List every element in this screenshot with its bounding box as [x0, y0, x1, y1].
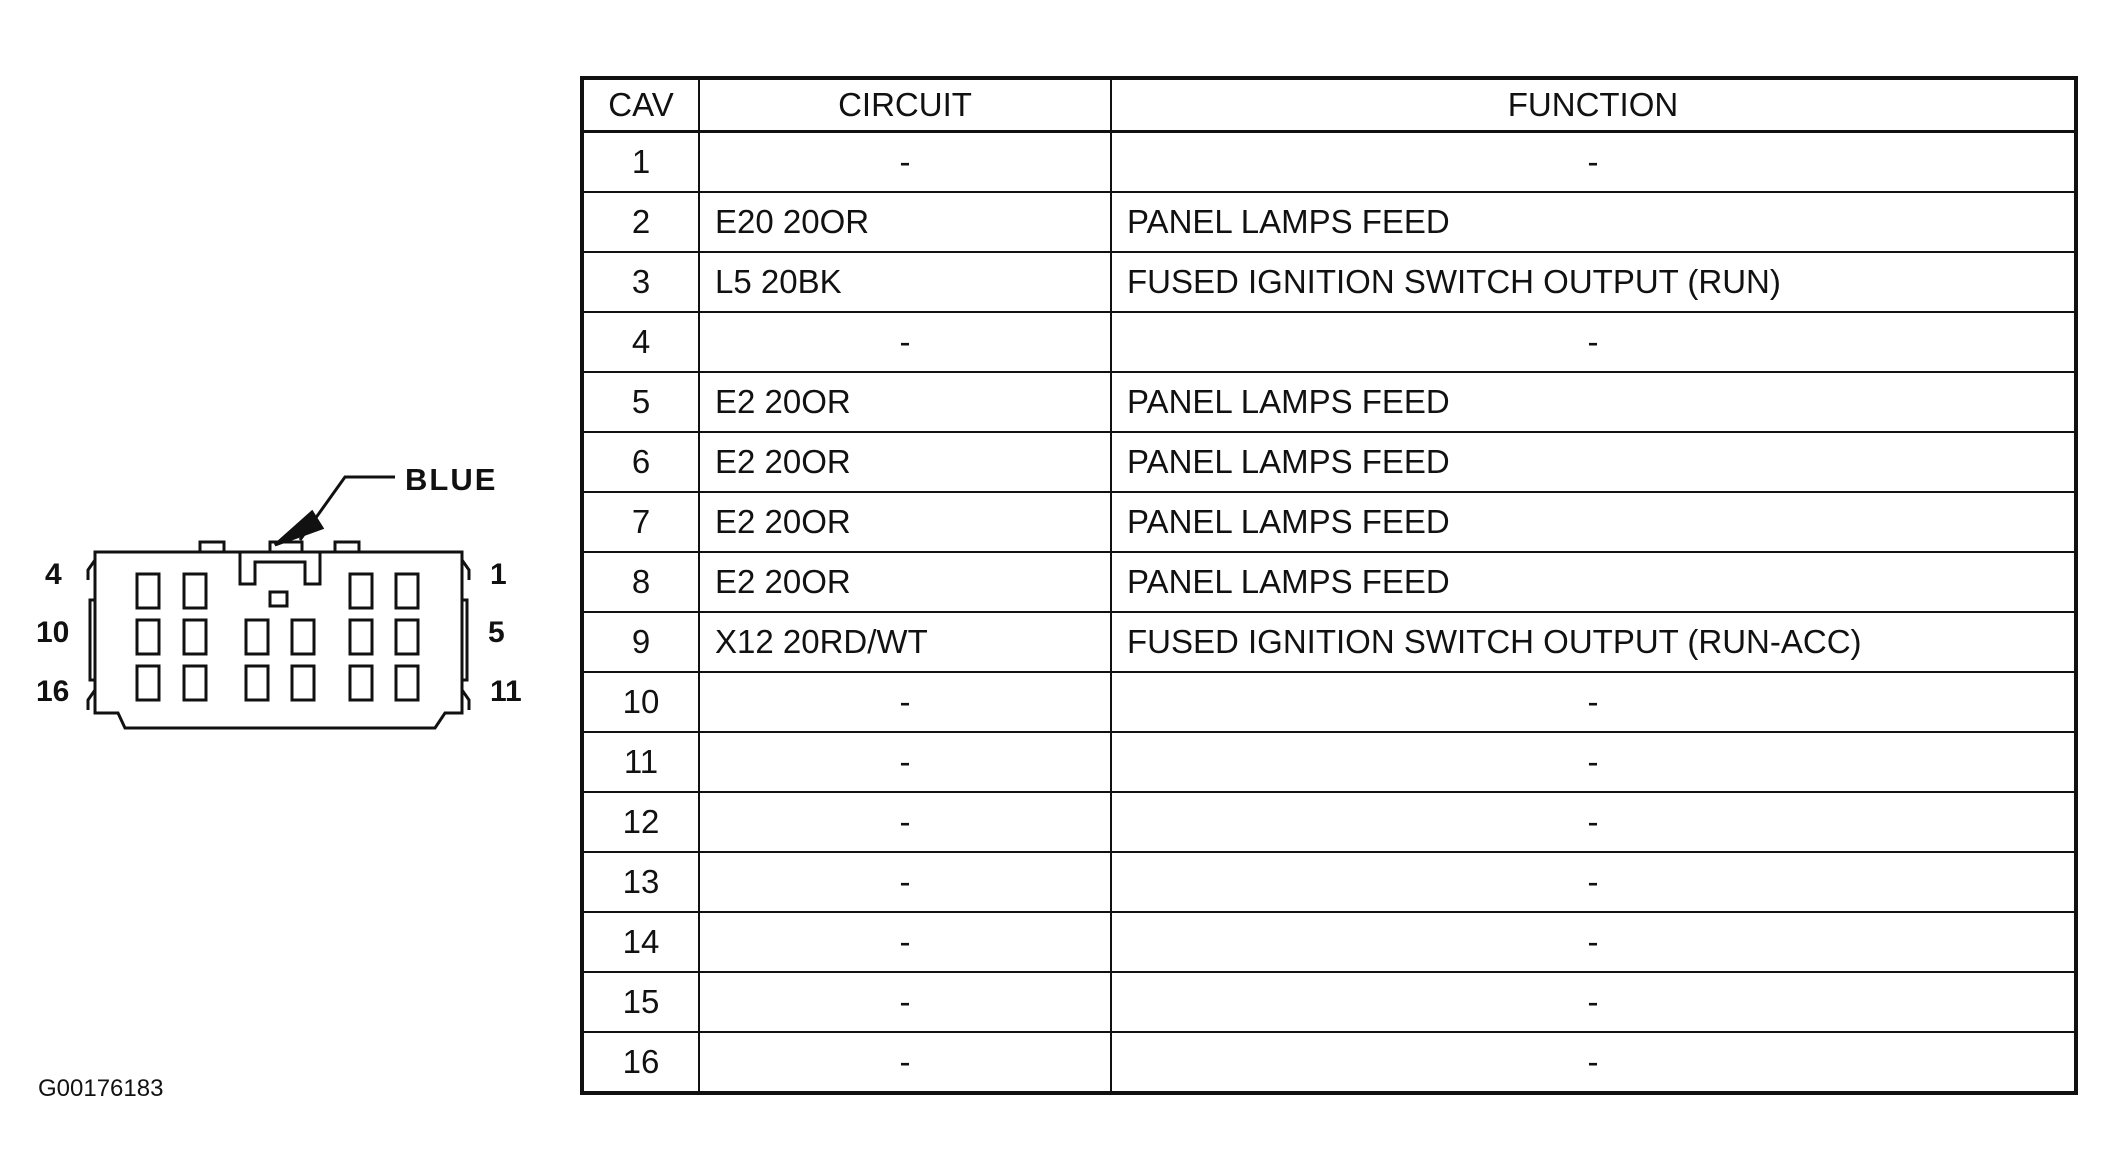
cell-cav: 13	[582, 852, 699, 912]
cell-function: -	[1111, 912, 2076, 972]
cell-function: -	[1111, 972, 2076, 1032]
cell-function: -	[1111, 312, 2076, 372]
cavity-row-3	[137, 666, 418, 700]
cell-circuit: -	[699, 1032, 1111, 1093]
table-row	[582, 492, 2076, 552]
cell-cav: 8	[582, 552, 699, 612]
pin-label-top-left: 4	[45, 558, 62, 591]
header-cav: CAV	[582, 78, 699, 132]
cell-function: FUSED IGNITION SWITCH OUTPUT (RUN-ACC)	[1111, 612, 2076, 672]
cell-function: -	[1111, 132, 2076, 193]
cell-function: PANEL LAMPS FEED	[1111, 372, 2076, 432]
table-row	[582, 552, 2076, 612]
cell-circuit: E2 20OR	[699, 552, 1111, 612]
cell-cav: 15	[582, 972, 699, 1032]
table-row	[582, 972, 2076, 1032]
table-row	[582, 312, 2076, 372]
table-row	[582, 372, 2076, 432]
connector-color-label: BLUE	[405, 462, 498, 497]
table-row	[582, 912, 2076, 972]
cell-cav: 4	[582, 312, 699, 372]
table-header-row	[582, 78, 2076, 132]
table-row	[582, 252, 2076, 312]
cell-function: PANEL LAMPS FEED	[1111, 492, 2076, 552]
cell-cav: 7	[582, 492, 699, 552]
cell-cav: 3	[582, 252, 699, 312]
pin-label-mid-left: 10	[36, 616, 70, 649]
cell-circuit: -	[699, 912, 1111, 972]
cell-cav: 14	[582, 912, 699, 972]
table-row	[582, 732, 2076, 792]
cell-cav: 2	[582, 192, 699, 252]
cell-circuit: E2 20OR	[699, 432, 1111, 492]
pin-label-top-right: 1	[490, 558, 507, 591]
header-function: FUNCTION	[1111, 78, 2076, 132]
cell-cav: 16	[582, 1032, 699, 1093]
cell-function: -	[1111, 732, 2076, 792]
cell-function: PANEL LAMPS FEED	[1111, 432, 2076, 492]
cell-cav: 10	[582, 672, 699, 732]
cell-circuit: X12 20RD/WT	[699, 612, 1111, 672]
cell-cav: 6	[582, 432, 699, 492]
cell-function: -	[1111, 672, 2076, 732]
cell-cav: 5	[582, 372, 699, 432]
pinout-table	[580, 76, 2078, 1095]
cell-circuit: E2 20OR	[699, 492, 1111, 552]
pin-label-mid-right: 5	[488, 616, 505, 649]
cell-circuit: -	[699, 852, 1111, 912]
figure-id: G00176183	[38, 1075, 164, 1102]
table-row	[582, 1032, 2076, 1093]
table-row	[582, 432, 2076, 492]
cell-circuit: E2 20OR	[699, 372, 1111, 432]
table-row	[582, 132, 2076, 193]
pin-label-bottom-left: 16	[36, 675, 70, 708]
cell-circuit: -	[699, 132, 1111, 193]
cavity-row-2	[137, 620, 418, 654]
table-row	[582, 612, 2076, 672]
cell-circuit: -	[699, 732, 1111, 792]
cell-function: -	[1111, 792, 2076, 852]
cell-function: -	[1111, 1032, 2076, 1093]
cell-circuit: L5 20BK	[699, 252, 1111, 312]
cell-circuit: -	[699, 792, 1111, 852]
connector-outline	[0, 0, 560, 800]
cell-circuit: -	[699, 312, 1111, 372]
header-circuit: CIRCUIT	[699, 78, 1111, 132]
cell-function: -	[1111, 852, 2076, 912]
table-row	[582, 852, 2076, 912]
cell-circuit: -	[699, 972, 1111, 1032]
pin-label-bottom-right: 11	[490, 675, 522, 708]
cell-circuit: -	[699, 672, 1111, 732]
cell-cav: 1	[582, 132, 699, 193]
cell-cav: 9	[582, 612, 699, 672]
table-row	[582, 192, 2076, 252]
cell-cav: 11	[582, 732, 699, 792]
cell-function: PANEL LAMPS FEED	[1111, 552, 2076, 612]
cell-function: FUSED IGNITION SWITCH OUTPUT (RUN)	[1111, 252, 2076, 312]
cell-cav: 12	[582, 792, 699, 852]
table-row	[582, 672, 2076, 732]
table-body	[582, 132, 2076, 1094]
table-row	[582, 792, 2076, 852]
cell-function: PANEL LAMPS FEED	[1111, 192, 2076, 252]
cell-circuit: E20 20OR	[699, 192, 1111, 252]
